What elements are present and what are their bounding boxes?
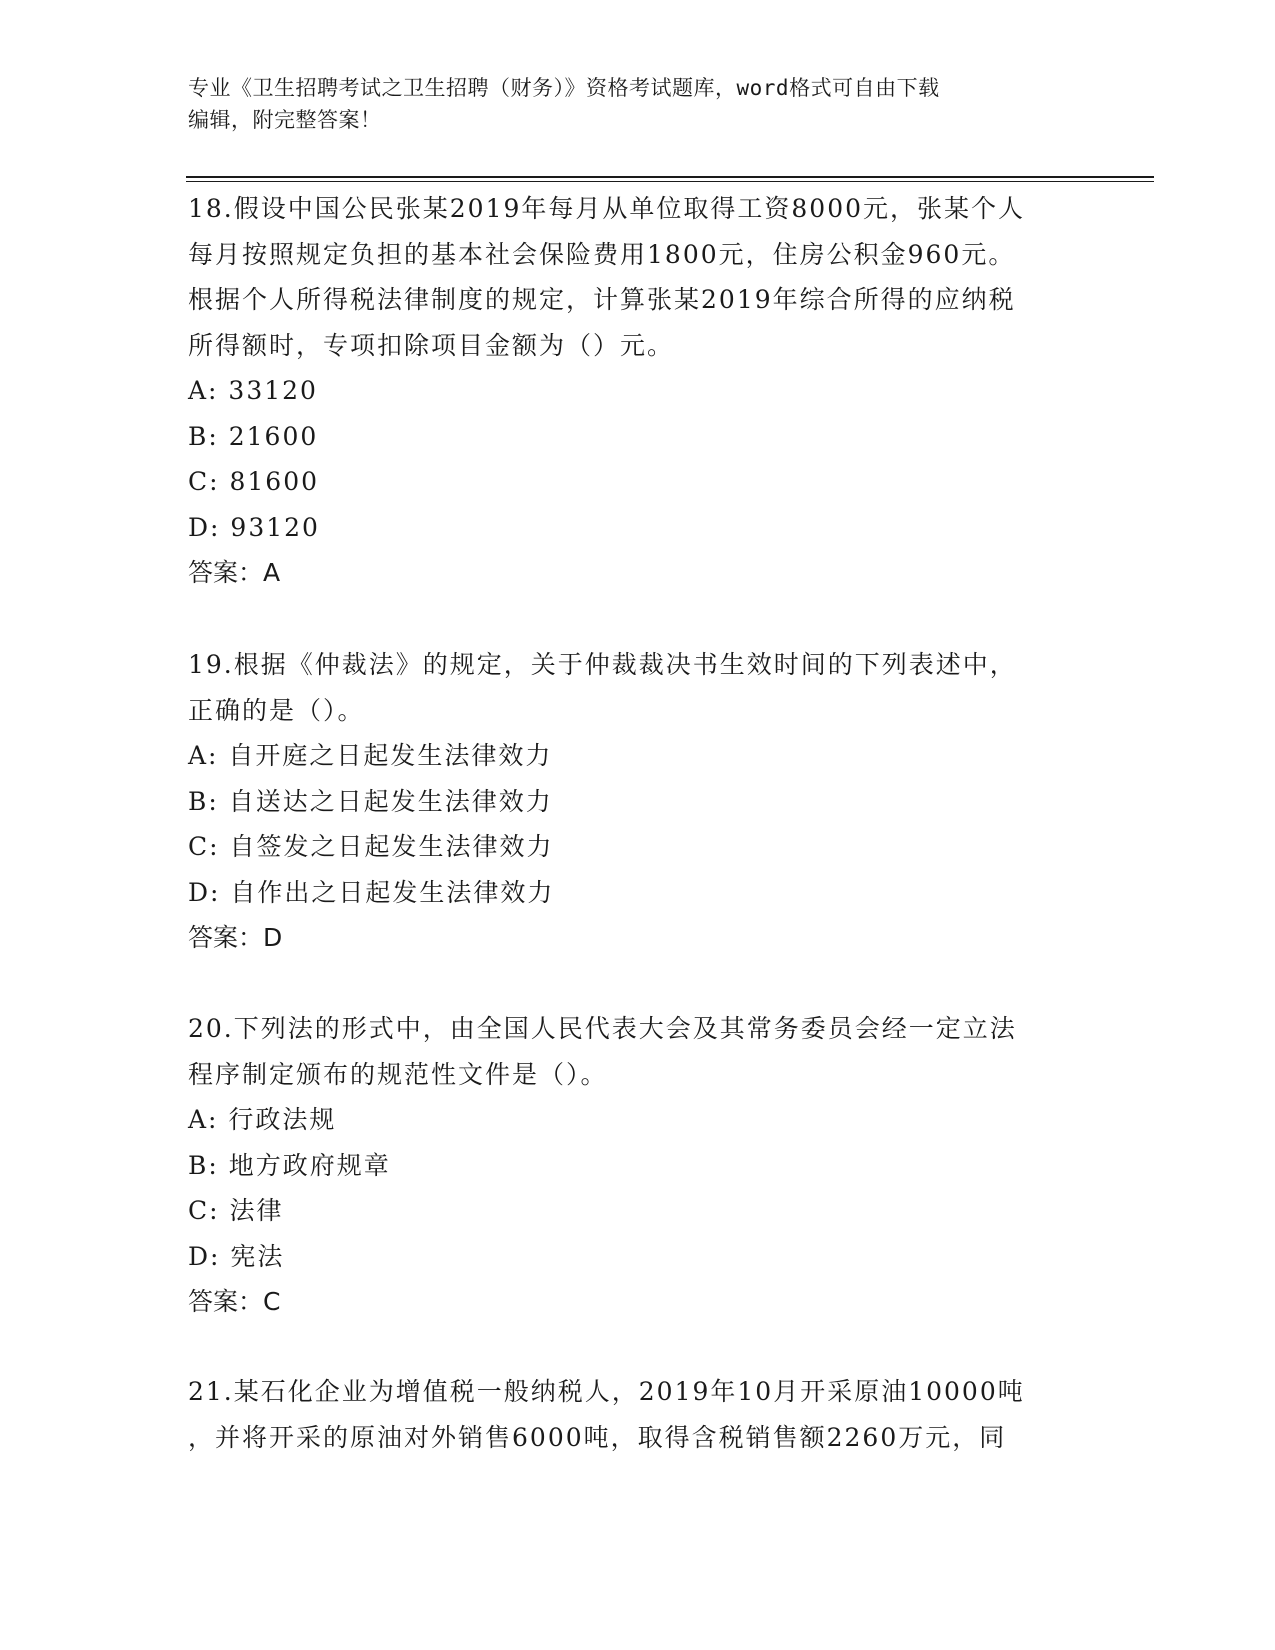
option-d: D: 自作出之日起发生法律效力 (188, 877, 555, 907)
option-d: D: 宪法 (188, 1241, 285, 1271)
option-c: C: 法律 (188, 1196, 284, 1225)
header-divider-thick (186, 176, 1154, 178)
answer-label: 答案：C (188, 1287, 281, 1316)
question-text-line: 18.假设中国公民张某2019年每月从单位取得工资8000元，张某个人 (188, 194, 1026, 223)
option-c: C: 自签发之日起发生法律效力 (188, 832, 554, 861)
question-text-line: 根据个人所得税法律制度的规定，计算张某2019年综合所得的应纳税 (188, 285, 1016, 314)
question-19 (188, 642, 1088, 961)
question-18 (188, 186, 1088, 596)
option-a: A: 行政法规 (188, 1105, 337, 1134)
question-20 (188, 1006, 1088, 1325)
option-b: B: 21600 (188, 421, 319, 451)
document-header (188, 72, 1068, 136)
question-text-line: 21.某石化企业为增值税一般纳税人，2019年10月开采原油10000吨 (188, 1377, 1025, 1406)
option-a: A: 自开庭之日起发生法律效力 (188, 741, 553, 770)
question-21 (188, 1369, 1088, 1460)
question-text-line: 20.下列法的形式中，由全国人民代表大会及其常务委员会经一定立法 (188, 1014, 1017, 1043)
header-line-1: 专业《卫生招聘考试之卫生招聘（财务）》资格考试题库，word格式可自由下载 (188, 76, 940, 100)
answer-label: 答案：D (188, 923, 283, 952)
question-text-line: 每月按照规定负担的基本社会保险费用1800元，住房公积金960元。 (188, 239, 1016, 269)
question-text-line: 所得额时，专项扣除项目金额为（）元。 (188, 330, 675, 360)
option-a: A: 33120 (188, 376, 318, 405)
header-line-2: 编辑，附完整答案！ (188, 108, 382, 132)
option-b: B: 地方政府规章 (188, 1150, 391, 1180)
question-text-line: 19.根据《仲裁法》的规定，关于仲裁裁决书生效时间的下列表述中， (188, 650, 1017, 679)
option-c: C: 81600 (188, 467, 320, 496)
question-text-line: ，并将开采的原油对外销售6000吨，取得含税销售额2260万元，同 (188, 1422, 1007, 1452)
option-b: B: 自送达之日起发生法律效力 (188, 786, 553, 816)
header-divider-thin (186, 181, 1154, 182)
option-d: D: 93120 (188, 512, 320, 542)
question-text-line: 正确的是（）。 (188, 695, 365, 725)
answer-label: 答案：A (188, 558, 281, 587)
question-text-line: 程序制定颁布的规范性文件是（）。 (188, 1059, 608, 1089)
